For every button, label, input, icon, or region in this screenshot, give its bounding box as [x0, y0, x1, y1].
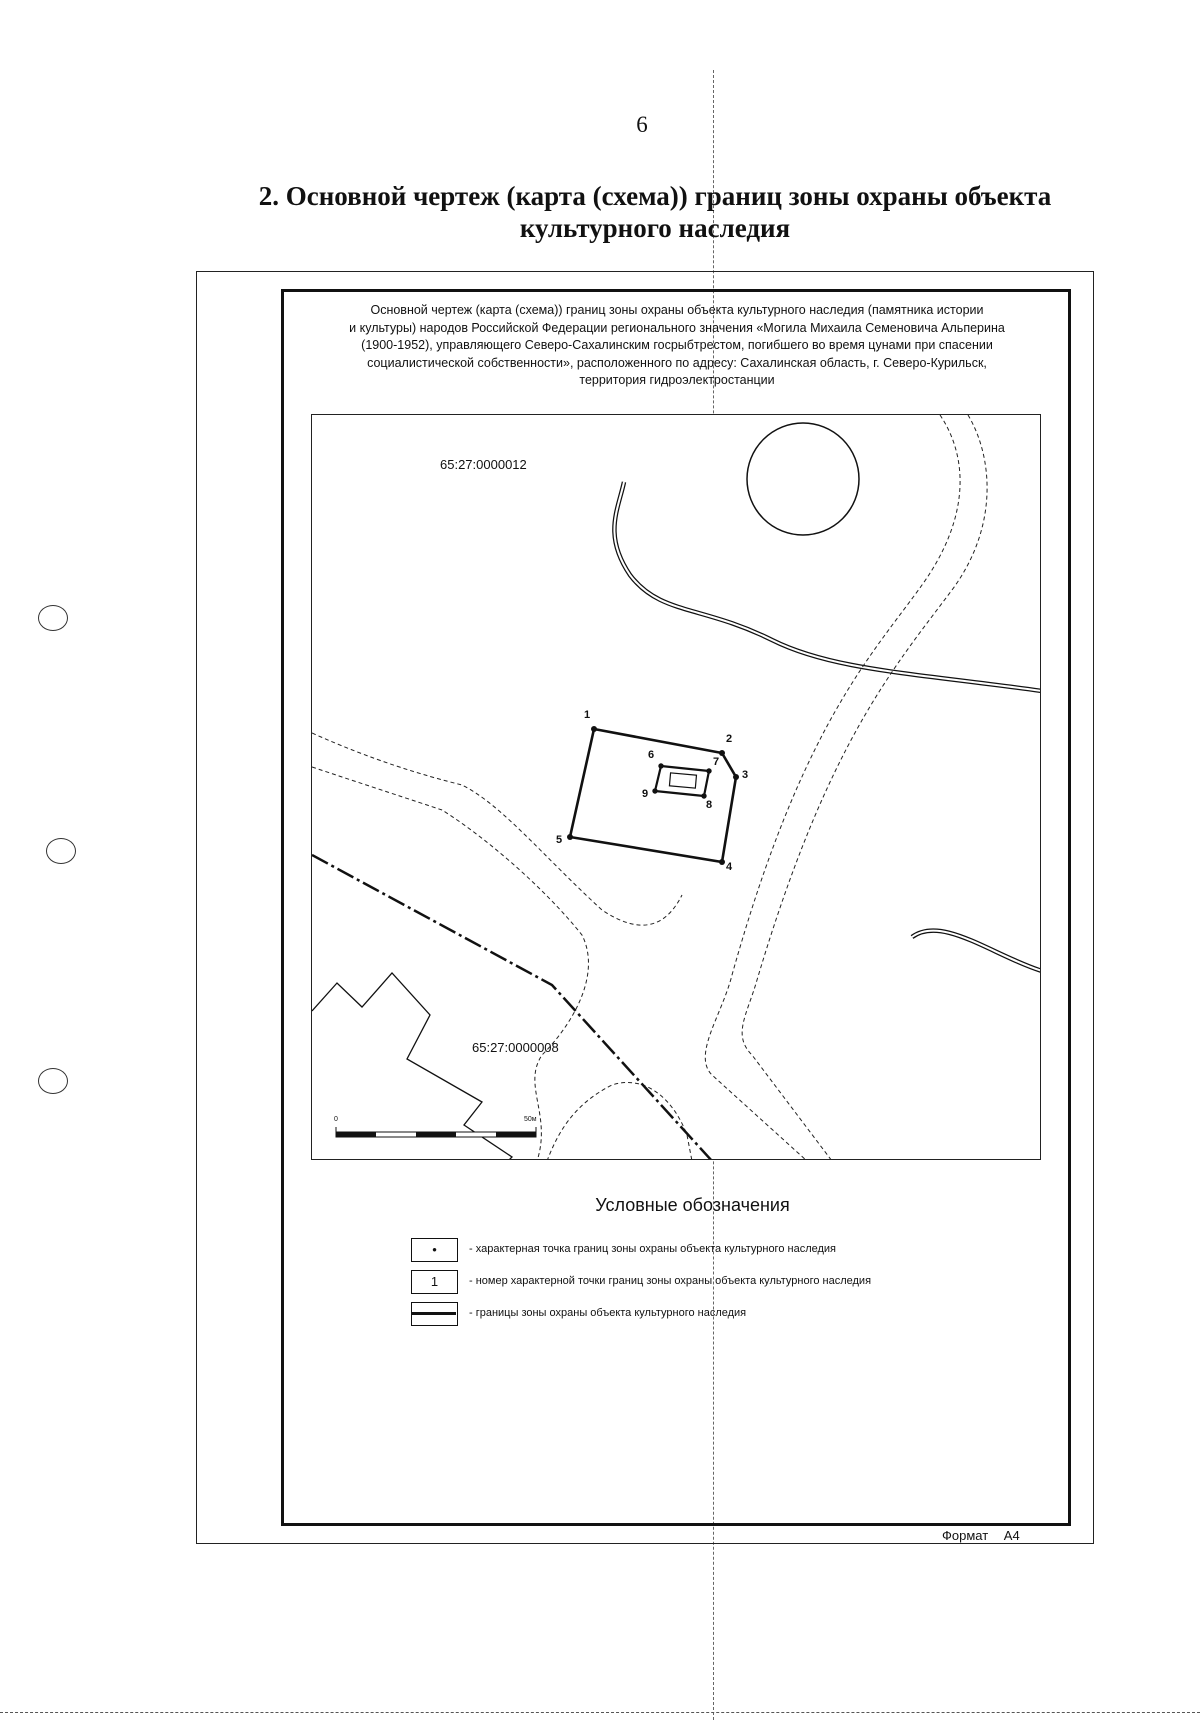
legend-text: - границы зоны охраны объекта культурного наследия	[469, 1307, 747, 1319]
map-caption	[284, 302, 1070, 390]
boundary-point-3	[733, 774, 739, 780]
road-edge	[742, 415, 987, 1160]
point-label-2: 2	[726, 733, 733, 745]
punch-hole	[46, 838, 76, 864]
parcel-label: 65:27:0000012	[440, 457, 527, 472]
point-label-9: 9	[642, 788, 649, 800]
boundary-point-5	[567, 834, 573, 840]
map-caption-line: (1900-1952), управляющего Северо-Сахалинским госрыбтрестом, погибшего во время цунами при спасении	[361, 338, 993, 352]
point-label-3: 3	[742, 769, 749, 781]
boundary-point-7	[706, 768, 711, 773]
format-label: Формат A4	[942, 1528, 1020, 1543]
river-line	[912, 931, 1041, 971]
road-edge	[312, 733, 682, 925]
inner-zone-boundary	[655, 766, 709, 796]
monument-outline	[669, 773, 696, 788]
map-caption-line: социалистической собственности», расположенного по адресу: Сахалинская область, г. Северо-Курильск,	[367, 355, 987, 370]
legend-text: - номер характерной точки границ зоны охраны объекта культурного наследия	[469, 1275, 872, 1287]
scale-end-label: 50м	[524, 1116, 537, 1123]
boundary-point-6	[658, 763, 663, 768]
map-caption-line: территория гидроэлектростанции	[579, 373, 775, 387]
boundary-point-4	[719, 859, 725, 865]
legend-key-point: •	[411, 1238, 458, 1262]
page-title-line-2: культурного наследия	[519, 213, 791, 243]
parcel-label: 65:27:0000008	[472, 1040, 559, 1055]
scale-bar	[336, 1127, 536, 1137]
boundary-point-2	[719, 750, 725, 756]
legend-text: - характерная точка границ зоны охраны объекта культурного наследия	[469, 1243, 837, 1255]
punch-hole	[38, 605, 68, 631]
circle-feature	[747, 423, 859, 535]
road-edge	[547, 1082, 692, 1160]
point-label-8: 8	[706, 799, 713, 811]
river-line-inner	[614, 482, 1041, 691]
map-caption-line: и культуры) народов Российской Федерации регионального значения «Могила Михаила Семеновича Альперина	[349, 320, 1005, 335]
legend-title: Условные обозначения	[595, 1195, 790, 1215]
legend-key-number: 1	[411, 1270, 458, 1294]
point-label-5: 5	[556, 834, 563, 846]
boundary-point-8	[701, 793, 706, 798]
legend-key-boundary	[411, 1302, 458, 1326]
point-label-1: 1	[584, 709, 591, 721]
point-label-6: 6	[648, 749, 655, 761]
page-title	[220, 180, 1090, 244]
map-caption-line: Основной чертеж (карта (схема)) границ зоны охраны объекта культурного наследия (памятника истории	[370, 303, 984, 317]
page-number: 6	[636, 112, 648, 137]
map-view[interactable]	[311, 414, 1041, 1160]
parcel-boundary	[312, 855, 712, 1160]
map-canvas	[312, 415, 1041, 1160]
point-label-7: 7	[713, 756, 720, 768]
boundary-line-icon	[412, 1303, 456, 1324]
page-edge-line	[0, 1712, 1200, 1713]
point-label-4: 4	[726, 861, 733, 873]
scale-start-label: 0	[334, 1116, 338, 1123]
punch-hole	[38, 1068, 68, 1094]
page-title-line-1: 2. Основной чертеж (карта (схема)) границ зоны охраны объекта	[258, 181, 1052, 211]
boundary-point-1	[591, 726, 597, 732]
boundary-point-9	[652, 788, 657, 793]
road-edge	[312, 767, 588, 1160]
